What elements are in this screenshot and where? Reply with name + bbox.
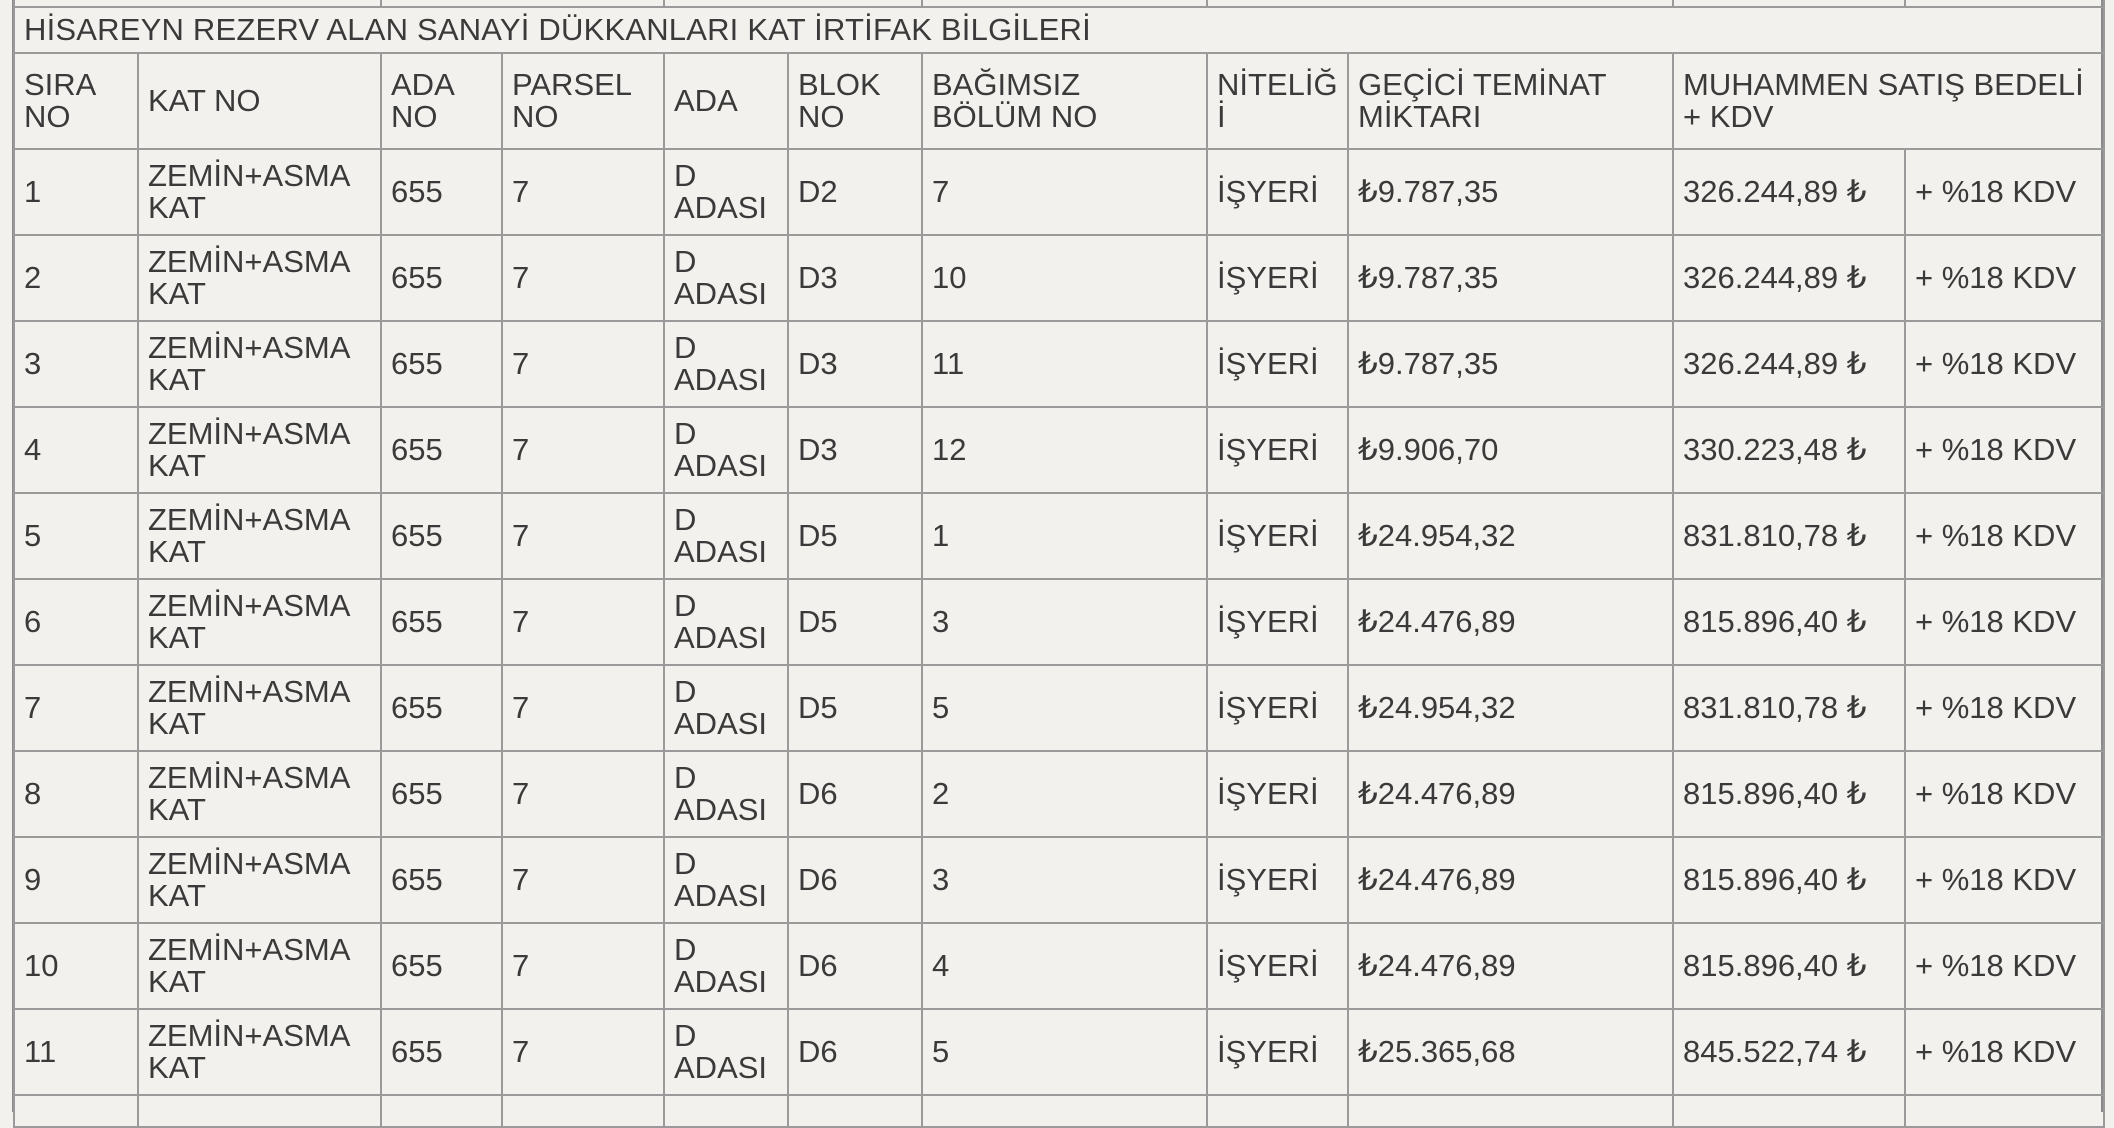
cell-parsel-no: 7 [502,321,664,407]
table-row [14,751,2104,837]
header-bagimsiz-bolum-no: BAĞIMSIZ BÖLÜM NO [922,53,1207,149]
cell-kat-no: ZEMİN+ASMA KAT [138,321,381,407]
cell-gecici-teminat: ₺9.906,70 [1348,407,1673,493]
cell-kdv: + %18 KDV [1905,149,2104,235]
cell-bagimsiz-bolum-no: 3 [922,837,1207,923]
cell-bagimsiz-bolum-no: 2 [922,751,1207,837]
table-row [14,149,2104,235]
cell-ada-no: 655 [381,235,502,321]
table-row [14,579,2104,665]
bottom-edge-row [14,1095,2104,1127]
cell-parsel-no: 7 [502,665,664,751]
cell-muhammen-bedel: 326.244,89 ₺ [1673,235,1905,321]
cell-kdv: + %18 KDV [1905,665,2104,751]
cell-bagimsiz-bolum-no: 5 [922,665,1207,751]
cell-ada: D ADASI [664,321,788,407]
header-muhammen-satis: MUHAMMEN SATIŞ BEDELİ + KDV [1673,53,2104,149]
cell-niteligi: İŞYERİ [1207,321,1348,407]
header-parsel-no: PARSEL NO [502,53,664,149]
cell-ada: D ADASI [664,235,788,321]
cell-blok-no: D5 [788,665,922,751]
header-row [14,53,2104,149]
cell-ada-no: 655 [381,751,502,837]
table-row [14,407,2104,493]
cell-ada-no: 655 [381,321,502,407]
cell-kdv: + %18 KDV [1905,235,2104,321]
table-row [14,235,2104,321]
cell-muhammen-bedel: 815.896,40 ₺ [1673,923,1905,1009]
table-title-row [14,7,2104,53]
cell-blok-no: D5 [788,493,922,579]
cell-blok-no: D3 [788,235,922,321]
cell-muhammen-bedel: 831.810,78 ₺ [1673,665,1905,751]
cell-muhammen-bedel: 330.223,48 ₺ [1673,407,1905,493]
cell-bagimsiz-bolum-no: 11 [922,321,1207,407]
cell-gecici-teminat: ₺25.365,68 [1348,1009,1673,1095]
cell-kat-no: ZEMİN+ASMA KAT [138,235,381,321]
cell-bagimsiz-bolum-no: 4 [922,923,1207,1009]
kat-irtifak-table [13,0,2105,1128]
cell-ada-no: 655 [381,407,502,493]
cell-blok-no: D6 [788,751,922,837]
cell-kdv: + %18 KDV [1905,1009,2104,1095]
cell-ada: D ADASI [664,837,788,923]
table-row [14,1009,2104,1095]
cell-parsel-no: 7 [502,407,664,493]
cell-ada-no: 655 [381,149,502,235]
cell-ada-no: 655 [381,579,502,665]
cell-ada: D ADASI [664,923,788,1009]
cell-parsel-no: 7 [502,1009,664,1095]
cell-sira-no: 3 [14,321,138,407]
cell-gecici-teminat: ₺24.954,32 [1348,493,1673,579]
cell-gecici-teminat: ₺24.476,89 [1348,923,1673,1009]
cell-parsel-no: 7 [502,493,664,579]
cell-ada-no: 655 [381,837,502,923]
cell-blok-no: D3 [788,407,922,493]
cell-gecici-teminat: ₺24.954,32 [1348,665,1673,751]
cell-muhammen-bedel: 831.810,78 ₺ [1673,493,1905,579]
header-blok-no: BLOK NO [788,53,922,149]
cell-niteligi: İŞYERİ [1207,235,1348,321]
cell-ada-no: 655 [381,923,502,1009]
cell-niteligi: İŞYERİ [1207,407,1348,493]
cell-sira-no: 6 [14,579,138,665]
cell-bagimsiz-bolum-no: 1 [922,493,1207,579]
header-ada: ADA [664,53,788,149]
cell-kdv: + %18 KDV [1905,493,2104,579]
cell-sira-no: 2 [14,235,138,321]
table-title: HİSAREYN REZERV ALAN SANAYİ DÜKKANLARI KAT İRTİFAK BİLGİLERİ [14,7,2104,53]
cell-gecici-teminat: ₺9.787,35 [1348,235,1673,321]
cell-parsel-no: 7 [502,235,664,321]
cell-parsel-no: 7 [502,837,664,923]
cell-sira-no: 5 [14,493,138,579]
cell-sira-no: 4 [14,407,138,493]
cell-kat-no: ZEMİN+ASMA KAT [138,923,381,1009]
cell-sira-no: 8 [14,751,138,837]
cell-ada: D ADASI [664,407,788,493]
cell-bagimsiz-bolum-no: 3 [922,579,1207,665]
cell-muhammen-bedel: 845.522,74 ₺ [1673,1009,1905,1095]
cell-kdv: + %18 KDV [1905,321,2104,407]
header-kat-no: KAT NO [138,53,381,149]
table-row [14,493,2104,579]
cell-ada-no: 655 [381,1009,502,1095]
cell-blok-no: D6 [788,1009,922,1095]
cell-kdv: + %18 KDV [1905,407,2104,493]
table-row [14,837,2104,923]
cell-blok-no: D6 [788,923,922,1009]
cell-kat-no: ZEMİN+ASMA KAT [138,579,381,665]
cell-kat-no: ZEMİN+ASMA KAT [138,493,381,579]
cell-niteligi: İŞYERİ [1207,493,1348,579]
cell-ada-no: 655 [381,665,502,751]
cell-bagimsiz-bolum-no: 12 [922,407,1207,493]
cell-muhammen-bedel: 326.244,89 ₺ [1673,149,1905,235]
cell-niteligi: İŞYERİ [1207,751,1348,837]
table-row [14,665,2104,751]
cell-niteligi: İŞYERİ [1207,923,1348,1009]
header-sira-no: SIRA NO [14,53,138,149]
cell-gecici-teminat: ₺24.476,89 [1348,751,1673,837]
header-ada-no: ADA NO [381,53,502,149]
cell-blok-no: D3 [788,321,922,407]
cell-blok-no: D6 [788,837,922,923]
cell-sira-no: 10 [14,923,138,1009]
cell-muhammen-bedel: 326.244,89 ₺ [1673,321,1905,407]
cell-gecici-teminat: ₺9.787,35 [1348,149,1673,235]
cell-kat-no: ZEMİN+ASMA KAT [138,751,381,837]
cell-blok-no: D5 [788,579,922,665]
cell-ada: D ADASI [664,579,788,665]
header-niteligi: NİTELİĞİ [1207,53,1348,149]
cell-parsel-no: 7 [502,579,664,665]
cell-kat-no: ZEMİN+ASMA KAT [138,837,381,923]
cell-ada: D ADASI [664,149,788,235]
table-body [14,0,2104,1127]
table-row [14,923,2104,1009]
cell-muhammen-bedel: 815.896,40 ₺ [1673,837,1905,923]
cell-bagimsiz-bolum-no: 7 [922,149,1207,235]
cell-kat-no: ZEMİN+ASMA KAT [138,665,381,751]
cell-kat-no: ZEMİN+ASMA KAT [138,407,381,493]
cell-sira-no: 11 [14,1009,138,1095]
cell-kdv: + %18 KDV [1905,923,2104,1009]
cell-niteligi: İŞYERİ [1207,149,1348,235]
cell-ada: D ADASI [664,665,788,751]
header-gecici-teminat: GEÇİCİ TEMİNAT MİKTARI [1348,53,1673,149]
cell-ada-no: 655 [381,493,502,579]
cell-gecici-teminat: ₺24.476,89 [1348,579,1673,665]
top-edge-row [14,0,2104,7]
cell-niteligi: İŞYERİ [1207,579,1348,665]
cell-parsel-no: 7 [502,923,664,1009]
cell-ada: D ADASI [664,751,788,837]
cell-muhammen-bedel: 815.896,40 ₺ [1673,751,1905,837]
cell-kdv: + %18 KDV [1905,579,2104,665]
cell-bagimsiz-bolum-no: 10 [922,235,1207,321]
cell-niteligi: İŞYERİ [1207,665,1348,751]
cell-sira-no: 7 [14,665,138,751]
cell-gecici-teminat: ₺9.787,35 [1348,321,1673,407]
cell-parsel-no: 7 [502,149,664,235]
cell-kat-no: ZEMİN+ASMA KAT [138,1009,381,1095]
cell-ada: D ADASI [664,1009,788,1095]
cell-kat-no: ZEMİN+ASMA KAT [138,149,381,235]
cell-niteligi: İŞYERİ [1207,837,1348,923]
cell-parsel-no: 7 [502,751,664,837]
cell-bagimsiz-bolum-no: 5 [922,1009,1207,1095]
cell-kdv: + %18 KDV [1905,751,2104,837]
cell-niteligi: İŞYERİ [1207,1009,1348,1095]
cell-kdv: + %18 KDV [1905,837,2104,923]
cell-gecici-teminat: ₺24.476,89 [1348,837,1673,923]
table-row [14,321,2104,407]
cell-blok-no: D2 [788,149,922,235]
cell-ada: D ADASI [664,493,788,579]
cell-muhammen-bedel: 815.896,40 ₺ [1673,579,1905,665]
cell-sira-no: 9 [14,837,138,923]
cell-sira-no: 1 [14,149,138,235]
